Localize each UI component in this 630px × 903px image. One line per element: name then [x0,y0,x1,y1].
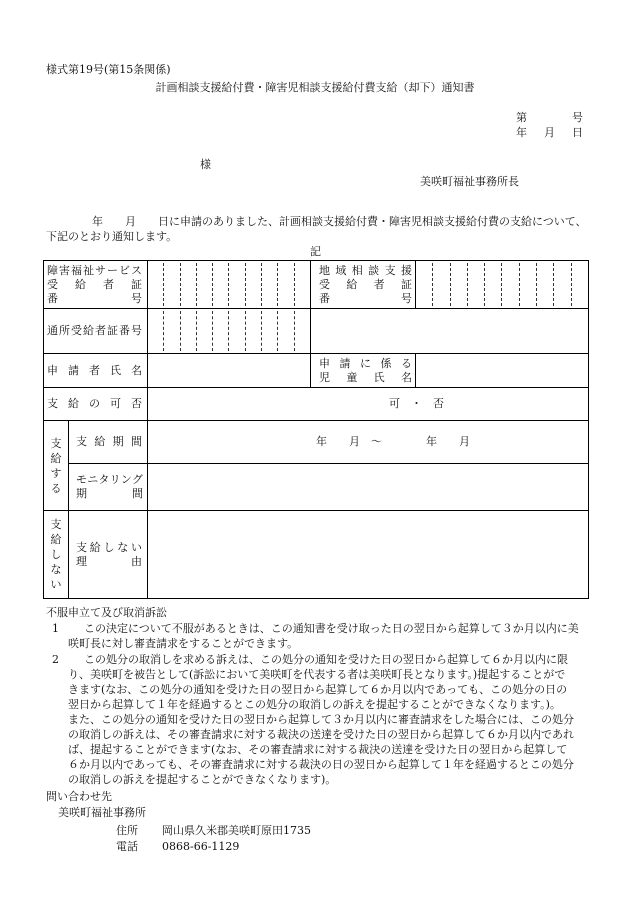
digit-box [295,263,310,306]
digit-box [554,263,571,306]
label-char: ー [107,263,118,277]
label-char: 障 [47,263,58,277]
label-char: 給 [50,451,62,465]
approval-label-cell [43,387,148,421]
label-char: 域 [335,263,347,277]
label-char: 給 [50,533,62,546]
appeal-item-line: この処分の取消しを求める訴えは、この処分の通知を受けた日の翌日から起算して６か月以内に限 [84,653,568,666]
form-number: 様式第19号(第15条関係) [46,63,171,76]
approval-options: 可 ・ 否 [389,397,444,410]
label-char: 号 [131,291,142,305]
digit-box [416,263,433,306]
digit-box [262,311,278,351]
appeal-item-line: また、この処分の通知を受けた日の翌日から起算して３か月以内に審査請求をした場合には、この処分 [68,713,574,726]
regional-cert-label-line [319,264,412,278]
label-char: 受 [319,277,330,291]
label-char: 者 [373,277,385,291]
appeal-item-line: の取消しの訴えを提起することができなくなります)。 [68,773,337,786]
deny-group-label [44,511,68,598]
label-char: 号 [572,111,583,124]
appeal-item-number: 1 [52,622,59,635]
digit-box [213,263,229,306]
digit-box [229,263,245,306]
applicant-name-label-cell [43,353,148,388]
deny-reason-label-line [76,555,142,569]
appeal-item-line: 翌日から起算して１年を経過するとこの処分の取消しの訴えを提起することができなくなります。)。 [68,698,561,711]
label-char: 談 [368,263,380,277]
child-name-label-line [319,371,412,385]
label-char: ニ [87,473,99,486]
service-cert-label-line [47,292,142,306]
day-service-cert-label-cell [43,308,148,354]
label-char: 給 [75,277,86,291]
label-char: し [103,540,115,554]
label-char: 名 [131,363,142,377]
service-cert-number-field [147,260,311,309]
monitoring-label-line [76,473,143,487]
regional-cert-label-line [319,278,412,292]
label-char: 受 [71,324,82,337]
label-char: 通 [47,324,58,337]
label-char: リ [109,473,121,486]
label-char: 申 [319,356,330,370]
appeal-item-line: ば、提起することができます(なお、その審査請求に対する裁決の送達を受けた日の翌日から起算して [68,743,568,756]
appeal-item-line: の取消しの訴えは、その審査請求に対する裁決の送達を受けた日の翌日から起算して６か月以内であれ [68,728,574,741]
label-char: 支 [76,540,87,554]
child-name-label-line [319,357,412,371]
label-char: る [50,481,62,495]
label-char: 受 [47,277,58,291]
digit-box [164,263,180,306]
period-label [76,435,142,449]
benefit-details-table [43,260,589,599]
intro-line-1: 年 月 日に申請のありました、計画相談支援給付費・障害児相談支援給付費の支給について、 [92,215,587,228]
label-char: 援 [400,263,412,277]
document-title: 計画相談支援給付費・障害児相談支援給付費支給（却下）通知書 [155,81,475,94]
label-char: 祉 [83,263,94,277]
digit-box [468,263,485,306]
day-service-cert-label [47,324,142,338]
label-char: 給 [89,540,101,554]
phone-label: 電話 [116,840,138,853]
label-char: サ [95,263,106,277]
monitoring-label-line [76,487,143,501]
digit-box [246,311,262,351]
label-char: ス [131,263,142,277]
digit-box [278,311,294,351]
service-cert-label-line [47,264,142,278]
label-char: 給 [83,324,94,337]
digit-box [197,311,213,351]
label-char: 児 [319,370,330,384]
label-char: い [50,578,62,591]
label-char: 相 [351,263,363,277]
label-char: 氏 [110,363,121,377]
appeal-item-line: ６か月以内であっても、その審査請求に対する裁決の日の翌日から起算して１年を経過するとこの処分 [68,758,574,771]
label-char: 否 [131,397,142,410]
label-char: 名 [400,370,412,384]
label-char: ン [120,473,132,486]
label-char: 申 [47,363,58,377]
digit-box [229,311,245,351]
label-char: 者 [103,277,114,291]
label-char: な [50,563,62,576]
deny-reason-label-cell [68,510,148,599]
recipient-honorific: 様 [200,158,211,171]
deny-group-cell [43,510,69,599]
service-cert-label-cell [43,260,148,309]
grant-group-label [44,421,68,510]
label-char: 給 [68,397,79,410]
appeal-item-line: きます(なお、この処分の通知を受けた日の翌日から起算して６か月以内であっても、この処分の日の [68,683,568,696]
label-char: タ [98,473,110,486]
regional-cert-number-field [415,260,589,309]
digit-box [502,263,519,306]
child-name-label-cell [310,353,416,388]
label-char: 番 [319,291,330,305]
label-char: 支 [76,435,87,448]
approval-field [147,387,589,421]
appeal-item-line: この決定について不服があるときは、この通知書を受け取った日の翌日から起算して３か月以内に美 [84,622,579,635]
grant-group-cell [43,420,69,511]
label-char: 所 [59,324,70,337]
label-char: 請 [339,356,351,370]
label-char: 童 [346,370,358,384]
regional-cert-digit-row [416,263,588,306]
label-char: 年 [516,126,527,139]
applicant-name-field [147,353,311,388]
label-char: モ [76,473,87,486]
label-char: 氏 [373,370,385,384]
label-char: 理 [76,554,87,568]
digit-box [433,263,450,306]
digit-box [485,263,502,306]
address-value: 岡山県久米郡美咲町原田1735 [162,824,311,837]
label-char: し [50,548,62,561]
label-char: に [360,356,371,370]
deny-reason-field [147,510,589,599]
day-service-cert-number-field [147,308,311,354]
approval-label [47,397,142,411]
label-char: 者 [89,363,100,377]
label-char: 第 [516,111,527,124]
label-char: 支 [50,436,62,450]
label-char: 期 [76,487,87,500]
digit-box [537,263,554,306]
issuer-name: 美咲町福祉事務所長 [420,175,519,188]
monitoring-label-cell [68,463,148,511]
digit-box [213,311,229,351]
digit-box [148,311,164,351]
document-number [516,111,583,125]
document-date [516,126,583,140]
day-service-cert-digit-row [148,311,310,351]
digit-box [572,263,588,306]
label-char: 害 [59,263,70,277]
label-char: す [50,466,62,480]
label-char: 給 [346,277,358,291]
label-char: 証 [400,277,412,291]
contact-office: 美咲町福祉事務所 [58,806,146,819]
applicant-name-label [47,364,142,378]
label-char: ビ [119,263,130,277]
label-char: 地 [319,263,330,277]
regional-cert-label-cell [310,260,416,309]
period-label-cell [68,420,148,464]
label-char: 月 [544,126,555,139]
label-char: 可 [110,397,121,410]
label-char: の [89,397,100,410]
digit-box [451,263,468,306]
digit-box [181,311,197,351]
digit-box [181,263,197,306]
label-char: グ [131,473,143,486]
label-char: 福 [71,263,82,277]
label-char: 号 [131,324,142,337]
service-cert-digit-row [148,263,310,306]
appeal-heading: 不服申立て及び取消訴訟 [46,606,167,619]
digit-box [148,263,164,306]
deny-reason-label-line [76,541,142,555]
label-char: 番 [47,291,58,305]
label-char: 者 [95,324,106,337]
ki-heading: 記 [310,245,321,258]
label-char: る [401,356,412,370]
digit-box [164,311,180,351]
appeal-item-number: 2 [52,653,59,666]
child-name-field [415,353,589,388]
label-char: 日 [572,126,583,139]
label-char: い [131,540,142,554]
label-char: 期 [112,435,124,448]
digit-box [278,263,294,306]
label-char: な [117,540,129,554]
label-char: 係 [380,356,392,370]
address-label: 住所 [116,824,138,837]
label-char: 号 [401,291,412,305]
digit-box [262,263,278,306]
regional-cert-label-line [319,292,412,306]
period-field [147,420,589,464]
label-char: 支 [384,263,396,277]
appeal-item-line: り、美咲町を被告として(訴訟において美咲町を代表する者は美咲町長となります。)提起することがで [68,668,566,681]
period-value: 年 月 ～ 年 月 [316,435,470,448]
digit-box [520,263,537,306]
label-char: 由 [131,554,142,568]
appeal-item-1 [68,621,579,651]
digit-box [295,311,310,351]
appeal-item-2 [68,652,574,787]
blank-cell [310,308,589,354]
monitoring-field [147,463,589,511]
phone-value: 0868-66-1129 [162,840,240,853]
service-cert-label-line [47,278,142,292]
intro-line-2: 下記のとおり通知します。 [46,230,178,243]
label-char: 給 [94,435,106,448]
digit-box [197,263,213,306]
label-char: 間 [130,435,142,448]
label-char: 支 [50,518,62,531]
label-char: 請 [68,363,79,377]
label-char: 支 [47,397,58,410]
appeal-item-line: 咲町長に対し審査請求をすることができます。 [68,637,299,650]
label-char: 番 [119,324,130,337]
contact-heading: 問い合わせ先 [46,790,112,803]
label-char: 間 [132,487,143,500]
label-char: 証 [107,324,118,337]
label-char: 証 [131,277,142,291]
digit-box [246,263,262,306]
